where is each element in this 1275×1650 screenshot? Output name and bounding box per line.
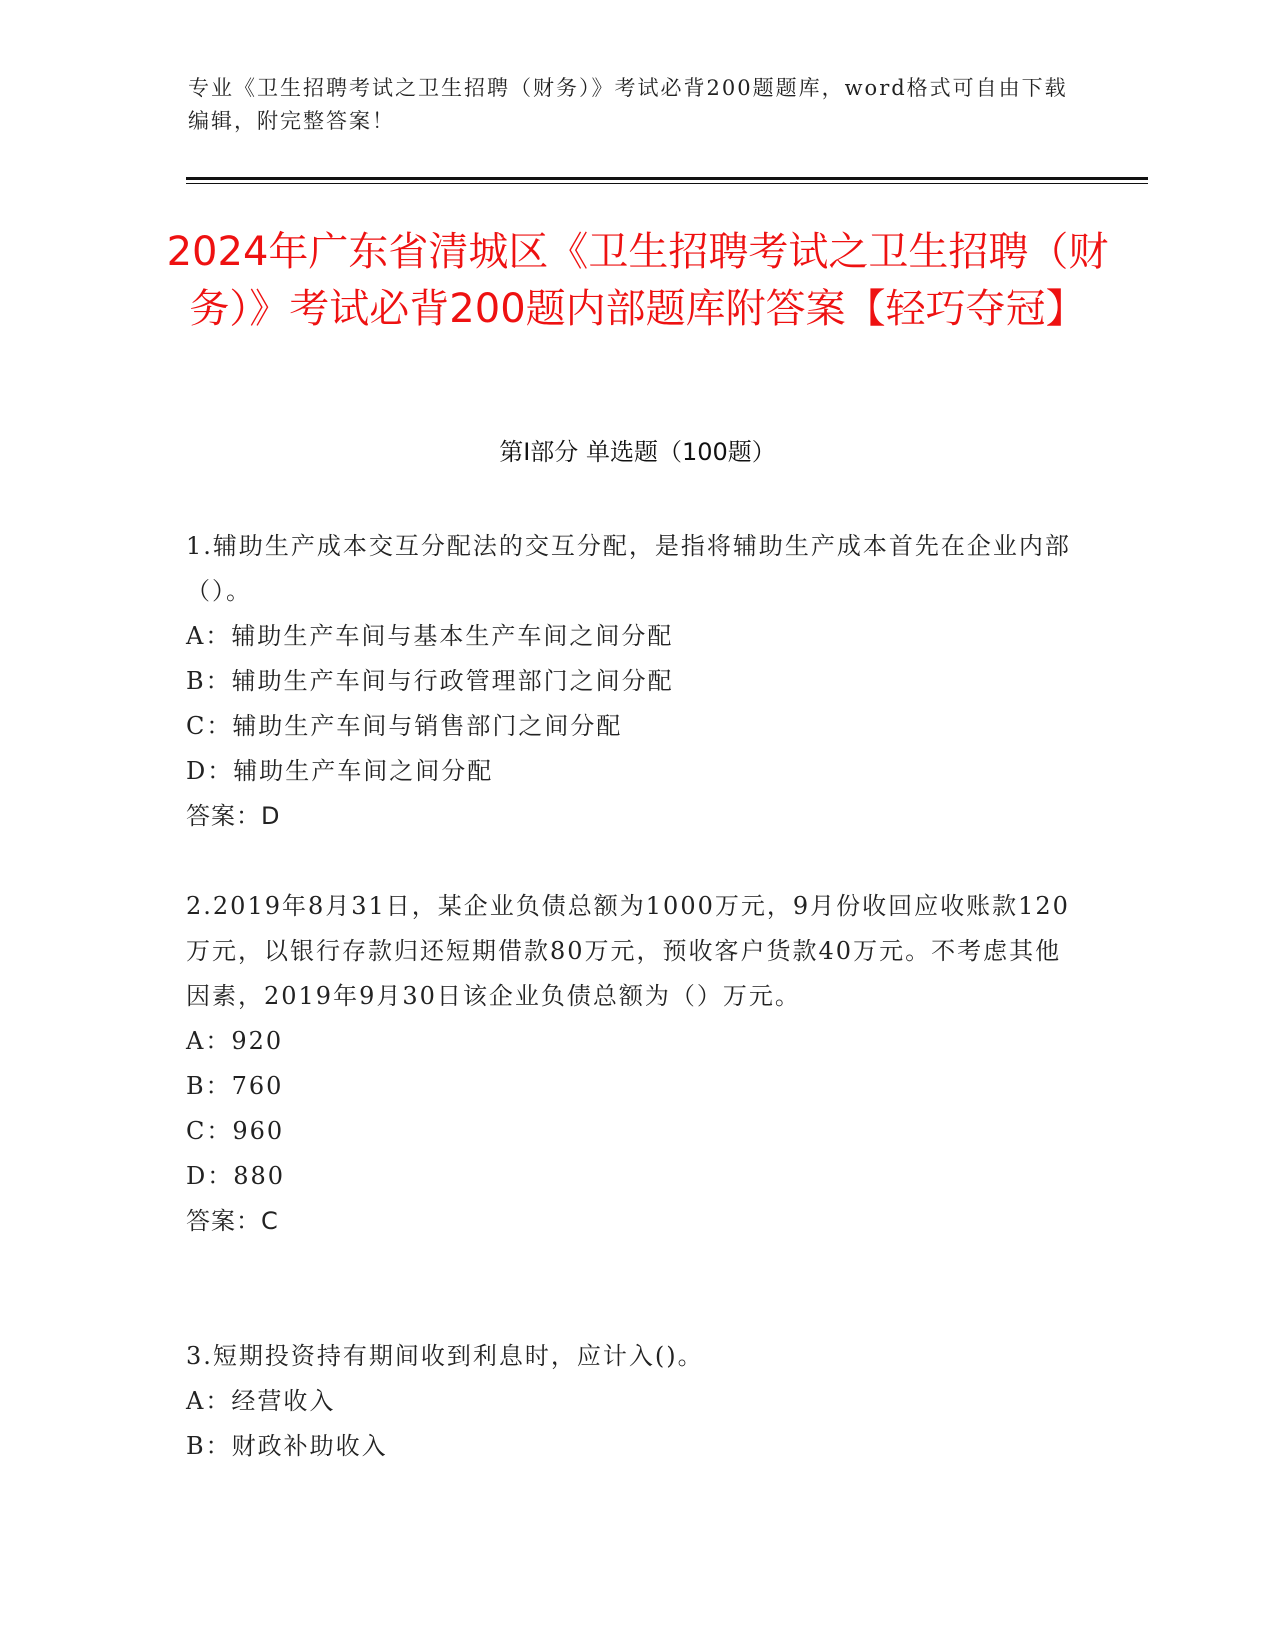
question-3 [186,1334,1086,1469]
option-c: C：960 [186,1117,285,1145]
header-divider-thick [186,177,1148,180]
header-note: 专业《卫生招聘考试之卫生招聘（财务）》考试必背200题题库，word格式可自由下载编辑，附完整答案！ [188,76,1068,133]
option-d: D：辅助生产车间之间分配 [186,757,494,785]
option-b: B：760 [186,1072,284,1100]
question-1 [186,524,1086,839]
option-b: B：辅助生产车间与行政管理部门之间分配 [186,667,674,695]
question-stem: 2.2019年8月31日，某企业负债总额为1000万元，9月份收回应收账款120万元，以银行存款归还短期借款80万元，预收客户货款40万元。不考虑其他因素，2019年9月30日该企业负债总额为（）万元。 [186,892,1070,1010]
answer: 答案：D [186,802,281,830]
option-a: A：经营收入 [186,1387,336,1415]
option-d: D：880 [186,1162,286,1190]
option-c: C：辅助生产车间与销售部门之间分配 [186,712,623,740]
answer: 答案：C [186,1207,279,1235]
question-stem: 3.短期投资持有期间收到利息时，应计入()。 [186,1342,704,1370]
question-2 [186,884,1086,1244]
section-title: 第Ⅰ部分 单选题（100题） [499,438,776,466]
option-a: A：辅助生产车间与基本生产车间之间分配 [186,622,674,650]
document-title: 2024年广东省清城区《卫生招聘考试之卫生招聘（财务）》考试必背200题内部题库附答案【轻巧夺冠】 [166,229,1109,332]
option-a: A：920 [186,1027,284,1055]
header-divider-thin [186,183,1148,184]
question-stem: 1.辅助生产成本交互分配法的交互分配，是指将辅助生产成本首先在企业内部（）。 [186,532,1071,605]
option-b: B：财政补助收入 [186,1432,388,1460]
